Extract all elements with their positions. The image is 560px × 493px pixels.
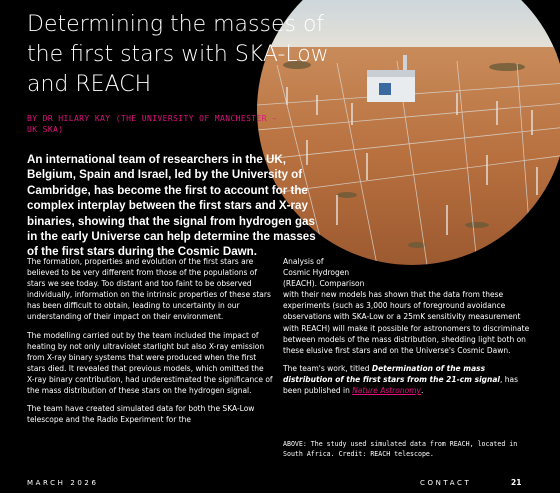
publication-text: , has been published in xyxy=(283,374,519,396)
body-paragraph: with their new models has shown that the data from these experiments (such as 3,000 hours of foreground avoidance observations with SKA-Low or a 25mK sensitivity measurement with REACH) will make it possible for astronomers to discriminate between models of the mass distribution, shedding light both on these elusive first stars and on the Universe's Cosmic Dawn. xyxy=(283,290,530,355)
footer-section: CONTACT xyxy=(420,479,472,487)
body-paragraph: The modelling carried out by the team included the impact of heating by not only ultraviolet starlight but also X-ray emission from X-ray binary systems that were produced when the first stars died. It revealed that previous models, which omitted the X-ray binary contribution, had underestimated the significance of the mass distribution of these stars on the hydrogen signal. xyxy=(27,330,273,396)
article-title: Determining the masses of the first stars with SKA-Low and REACH xyxy=(27,12,329,97)
article-lede: An international team of researchers in the UK, Belgium, Spain and Israel, led by the University of Cambridge, has become the first to account for the complex interplay between the first stars and X-ray binaries, showing that the signal from hydrogen gas in the early Universe can help determine the masses of the first stars during the Cosmic Dawn. xyxy=(27,153,316,259)
photo-caption: ABOVE: The study used simulated data from REACH, located in South Africa. Credit: REACH telescope. xyxy=(283,440,518,458)
article-byline: BY DR HILARY KAY (THE UNIVERSITY OF MANCHESTER - UK SKA) xyxy=(27,114,278,134)
publication-text: . xyxy=(420,386,424,396)
page-number: 21 xyxy=(511,478,522,487)
body-column-left xyxy=(27,256,273,432)
paper-title: Determination of the mass distribution of the first stars from the 21-cm signal xyxy=(283,363,500,384)
body-paragraph: The team have created simulated data for both the SKA-Low telescope and the Radio Experiment for the xyxy=(27,404,255,425)
footer-date: MARCH 2026 xyxy=(27,479,99,487)
body-line: (REACH). Comparison xyxy=(283,279,365,289)
publication-paragraph xyxy=(283,363,533,396)
body-column-right xyxy=(283,256,533,403)
body-line: Cosmic Hydrogen xyxy=(283,268,350,278)
body-paragraph: The formation, properties and evolution of the first stars are believed to be very different from those of the populations of stars we see today. Too distant and too faint to be observed individually, information on the intrinsic properties of these stars has been difficult to obtain, leading to uncertainty in our understanding of their impact on their environment. xyxy=(27,257,271,322)
publication-text: The team's work, titled xyxy=(283,363,372,373)
body-line: Analysis of xyxy=(283,257,324,266)
journal-link[interactable]: Nature Astronomy xyxy=(352,386,421,396)
